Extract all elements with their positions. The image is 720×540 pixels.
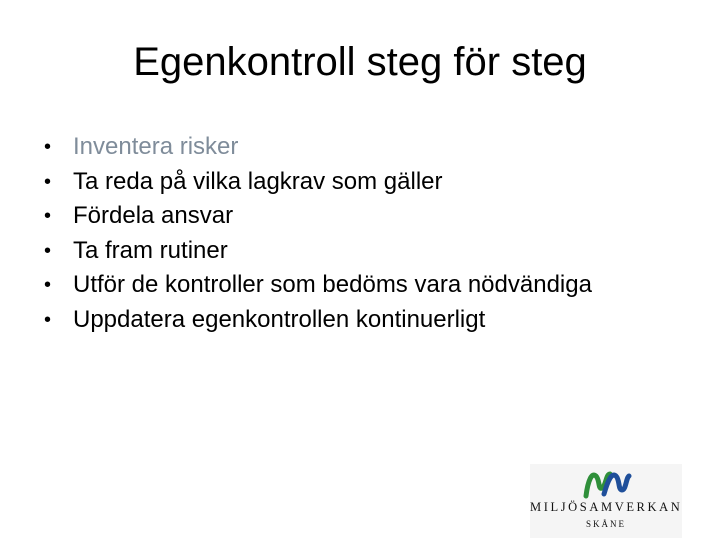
bullet-dot: • bbox=[44, 205, 52, 227]
bullet-item bbox=[44, 268, 592, 303]
bullet-dot: • bbox=[44, 308, 52, 331]
bullet-text: Inventera risker bbox=[73, 133, 239, 160]
bullet-item bbox=[44, 234, 592, 269]
bullet-dot: • bbox=[44, 274, 52, 296]
bullet-text: Fördela ansvar bbox=[73, 202, 234, 229]
bullet-list bbox=[44, 130, 592, 337]
bullet-dot: • bbox=[44, 136, 52, 158]
bullet-text: Ta reda på vilka lagkrav som gäller bbox=[73, 167, 443, 195]
bullet-item bbox=[44, 303, 592, 338]
wave-logo-icon bbox=[582, 466, 632, 500]
bullet-text: Ta fram rutiner bbox=[73, 236, 228, 264]
bullet-item bbox=[44, 165, 592, 200]
miljosamverkan-logo bbox=[530, 464, 682, 538]
bullet-text: Utför de kontroller som bedöms vara nödvändiga bbox=[73, 271, 592, 298]
logo-name: MILJÖSAMVERKAN bbox=[530, 500, 683, 514]
bullet-dot: • bbox=[44, 170, 52, 193]
bullet-text: Uppdatera egenkontrollen kontinuerligt bbox=[73, 305, 486, 333]
bullet-dot: • bbox=[44, 239, 52, 262]
slide-title: Egenkontroll steg för steg bbox=[133, 40, 587, 84]
bullet-item bbox=[44, 199, 592, 234]
bullet-item bbox=[44, 130, 592, 165]
logo-region: SKÅNE bbox=[585, 519, 626, 529]
